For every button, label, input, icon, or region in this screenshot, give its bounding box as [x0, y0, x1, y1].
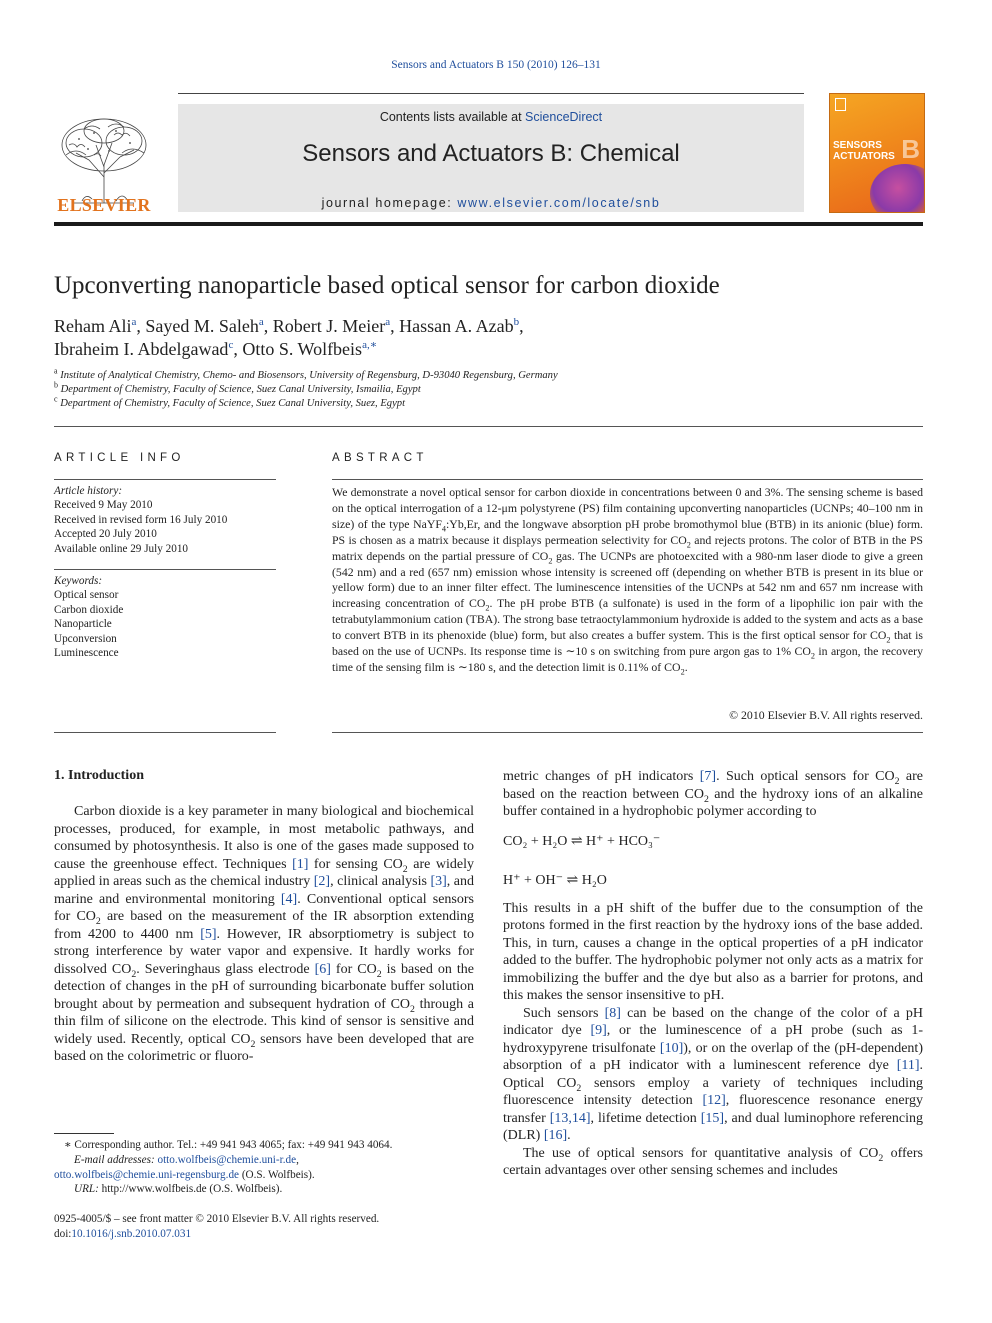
email-link[interactable]: otto.wolfbeis@chemie.uni-regensburg.de [54, 1168, 240, 1181]
homepage-link[interactable]: www.elsevier.com/locate/snb [457, 196, 661, 210]
email-line-2 [54, 1168, 474, 1183]
author-affiliation-mark[interactable]: c [228, 339, 234, 351]
abstract-text: We demonstrate a novel optical sensor for carbon dioxide in concentrations between 0 and 3%. The sensing scheme is based on the optical interrogation of a 12-μm polystyrene (PS) film containing upconverting nanoparticles (UCNPs; 40–100 nm in size) of the type NaYF$_4$:Yb,Er, and the longwave absorption pH probe bromothymol blue (BTB) in its anionic (blue) form. PS is chosen as a matrix because it displays permeation selectivity for $CO_2$ and rejects protons. The color of BTB in the PS matrix depends on the partial pressure of $CO_2$ gas. The UCNPs are photoexcited with a 980-nm laser diode to give a green (542 nm) and a red (657 nm) emission whose intensity is screened off (depending on whether BTB is present in its blue or yellow form) due to an inner filter effect. The luminescence intensities of the UCNPs at 542 nm and 657 nm increase with increasing concentration of $CO_2$. The pH probe BTB (a sulfonate) is used in the form of a lipophilic ion pair with the tetrabutylammonium cation (TBA). The strong base tetraoctylammonium hydroxide is added to the system and acts as a base to convert BTB in its phenoxide (blue) form, but also creates a buffer system. This is the first optical sensor for $CO_2$ that is based on the use of UCNPs. Its response time is ∼10 s on switching from pure argon gas to 1% $CO_2$ in argon, the recovery time of the sensing film is ∼180 s, and the detection limit is 0.11% of $CO_2$. [332, 485, 923, 677]
ref-link[interactable]: [2] [313, 874, 331, 889]
author-separator: , [519, 316, 524, 336]
author-name: Reham Ali [54, 316, 132, 336]
url-text[interactable]: http://www.wolfbeis.de (O.S. Wolfbeis). [98, 1183, 283, 1196]
contents-line [178, 110, 804, 124]
ref-link[interactable]: [6] [314, 961, 331, 977]
header-rule [178, 93, 804, 94]
history-label: Article history: [54, 485, 123, 497]
doi-line [54, 1227, 379, 1242]
cover-line-2: ACTUATORS [833, 151, 895, 162]
divider [54, 732, 276, 733]
author-affiliation-mark[interactable]: b [513, 316, 520, 328]
elsevier-wordmark: ELSEVIER [57, 195, 151, 215]
history-item: Received in revised form 16 July 2010 [54, 513, 228, 526]
ref-link[interactable]: [1] [292, 856, 309, 872]
ref-link[interactable]: [3] [430, 874, 447, 889]
article-info-heading: ARTICLE INFO [54, 452, 185, 464]
keyword: Carbon dioxide [54, 603, 124, 616]
author-affiliation-mark[interactable]: a [258, 316, 264, 328]
ref-link[interactable]: [7] [699, 769, 717, 784]
affiliation-mark: c [54, 394, 58, 404]
author-name: Robert J. Meier [272, 316, 386, 336]
homepage-line [178, 196, 804, 210]
keyword: Nanoparticle [54, 618, 112, 631]
keywords [54, 574, 123, 660]
paragraph: Such sensors [8] can be based on the change of the color of a pH indicator dye [9], or the luminescence of a pH probe (such as 1-hydroxypyrene trisulfonate [10]), or on the overlap of the (pH-dependent) absorption of a pH indicator with a luminescent reference dye [11]. Optical $CO_2$ sensors employ a variety of techniques including fluorescence intensity detection [12], fluorescence resonance energy transfer [13,14], lifetime detection [15], and dual luminophore referencing (DLR) [16]. [503, 1005, 923, 1143]
footnote-rule [54, 1133, 114, 1134]
ref-link[interactable]: [5] [200, 926, 217, 942]
ref-link[interactable]: [4] [280, 891, 298, 907]
cover-line-1: SENSORS [833, 140, 882, 151]
issn-line: 0925-4005/$ – see front matter © 2010 Elsevier B.V. All rights reserved. [54, 1213, 380, 1225]
journal-cover-thumbnail[interactable] [829, 93, 925, 213]
url-label: URL: [74, 1183, 99, 1196]
paragraph: The use of optical sensors for quantitative analysis of $CO_2$ offers certain advantages over other sensing schemes and includes [503, 1145, 923, 1178]
keywords-label: Keywords: [54, 575, 103, 587]
ref-link[interactable]: [11] [896, 1058, 920, 1073]
ref-link[interactable]: [13,14] [549, 1110, 591, 1126]
article-history [54, 484, 227, 556]
history-item: Available online 29 July 2010 [54, 542, 189, 555]
contents-prefix: Contents lists available at [379, 110, 526, 124]
journal-name[interactable]: Sensors and Actuators B: Chemical [302, 140, 680, 167]
affiliation-mark: b [54, 380, 58, 390]
doi-label: doi: [54, 1227, 72, 1240]
sciencedirect-link[interactable]: ScienceDirect [525, 110, 603, 124]
equation-2: H⁺ + OH⁻ ⇌ H₂O [503, 873, 607, 888]
cover-badge-icon [835, 98, 846, 111]
ref-link[interactable]: [8] [604, 1005, 621, 1021]
affiliation-text: Department of Chemistry, Faculty of Science, Suez Canal University, Suez, Egypt [60, 398, 406, 409]
journal-banner [178, 104, 804, 212]
doi-link[interactable]: 10.1016/j.snb.2010.07.031 [71, 1227, 192, 1240]
body-column-right [503, 768, 923, 1180]
email-line: E-mail addresses: otto.wolfbeis@chemie.uni-r.de, [74, 1153, 299, 1166]
header-rule-thick [54, 222, 923, 226]
affiliation-text: Department of Chemistry, Faculty of Science, Suez Canal University, Ismailia, Egypt [60, 384, 421, 395]
email-link[interactable]: otto.wolfbeis@chemie.uni-r.de [157, 1153, 297, 1166]
author-separator: , [263, 316, 273, 336]
cover-title [833, 140, 903, 162]
author-affiliation-mark[interactable]: a,∗ [362, 339, 378, 351]
keyword: Luminescence [54, 647, 119, 660]
footnotes [54, 1138, 474, 1197]
affiliation [54, 366, 558, 383]
history-item: Received 9 May 2010 [54, 499, 153, 512]
divider [54, 479, 276, 480]
author-name: Ibraheim I. Abdelgawad [54, 339, 229, 359]
keyword: Optical sensor [54, 589, 119, 602]
ref-link[interactable]: [10] [659, 1040, 684, 1056]
history-item: Accepted 20 July 2010 [54, 528, 157, 541]
author-affiliation-mark[interactable]: a [385, 316, 391, 328]
copyright: © 2010 Elsevier B.V. All rights reserved. [729, 708, 923, 722]
ref-link[interactable]: [15] [700, 1110, 725, 1126]
author-affiliation-mark[interactable]: a [131, 316, 137, 328]
divider [54, 569, 276, 570]
affiliation [54, 380, 558, 397]
keyword: Upconversion [54, 632, 117, 645]
divider [332, 479, 923, 480]
paragraph: metric changes of pH indicators [7]. Such optical sensors for $CO_2$ are based on the reaction between $CO_2$ and the hydroxy ions of an alkaline buffer contained in a hydrophobic polymer according to [503, 769, 924, 819]
cover-art [870, 164, 925, 213]
ref-link[interactable]: [16] [543, 1128, 568, 1143]
cover-letter: B [901, 134, 920, 164]
author-name: Hassan A. Azab [399, 316, 514, 336]
affiliations [54, 366, 558, 411]
affiliation [54, 394, 558, 411]
affiliation-mark: a [54, 366, 58, 376]
author-list [54, 315, 924, 361]
article-title: Upconverting nanoparticle based optical sensor for carbon dioxide [54, 272, 720, 299]
equation-1: CO₂ + H₂O ⇌ H⁺ + HCO₃⁻ [503, 833, 661, 849]
ref-link[interactable]: [9] [590, 1023, 607, 1038]
section-heading: 1. Introduction [54, 768, 144, 783]
ref-link[interactable]: [12] [702, 1093, 726, 1108]
corresponding-author: ∗ Corresponding author. Tel.: +49 941 943 4065; fax: +49 941 943 4064. [64, 1139, 393, 1151]
homepage-prefix: journal homepage: [321, 196, 458, 210]
author-separator: , [136, 316, 146, 336]
email-owner: (O.S. Wolfbeis). [239, 1168, 315, 1181]
author-separator: , [233, 339, 243, 359]
running-head[interactable]: Sensors and Actuators B 150 (2010) 126–131 [391, 59, 601, 71]
paragraph: Carbon dioxide is a key parameter in many biological and biochemical processes, produced, for example, in most metabolic pathways, and consumed by photosynthesis. It also is one of the gases made supposed to cause the greenhouse effect. Techniques [1] for sensing $CO_2$ are widely applied in areas such as the chemical industry [2], clinical analysis [3], and marine and environmental monitoring [4]. Conventional optical sensors for $CO_2$ are based on the measurement of the IR absorption extending from 4200 to 4400 nm [5]. However, IR absorptiometry is subject to strong interference by water vapor and expensive. It hardly works for dissolved $CO_2$. Severinghaus glass electrode [6] for $CO_2$ is based on the detection of changes in the pH of surrounding bicarbonate buffer solution brought about by permeation and subsequent hydration of $CO_2$ through a thin film of silicone on the electrode. This kind of sensor is sensitive and widely used. Recently, optical $CO_2$ sensors have been developed that are based on the colorimetric or fluoro- [54, 804, 475, 1064]
body-column-left [54, 803, 474, 1066]
paragraph: This results in a pH shift of the buffer due to the consumption of the protons formed in the first reaction by the hydroxy ions of the base added. This, in turn, causes a change in the optical properties of a pH indicator added to the buffer. The hydrophobic polymer not only acts as a matrix for immobilizing the buffer and the dye but also as a barrier for protons, and this makes the sensor insensitive to pH. [503, 900, 923, 1003]
author-separator: , [390, 316, 400, 336]
affiliation-text: Institute of Analytical Chemistry, Chemo- and Biosensors, University of Regensburg, D-93040 Regensburg, Germany [60, 370, 558, 381]
email-label: E-mail addresses: [74, 1153, 155, 1166]
author-name: Otto S. Wolfbeis [242, 339, 363, 359]
divider [332, 732, 923, 733]
front-matter [54, 1212, 379, 1242]
abstract-heading: ABSTRACT [332, 452, 428, 464]
url-line [54, 1182, 474, 1197]
author-name: Sayed M. Saleh [145, 316, 259, 336]
divider [54, 426, 923, 427]
